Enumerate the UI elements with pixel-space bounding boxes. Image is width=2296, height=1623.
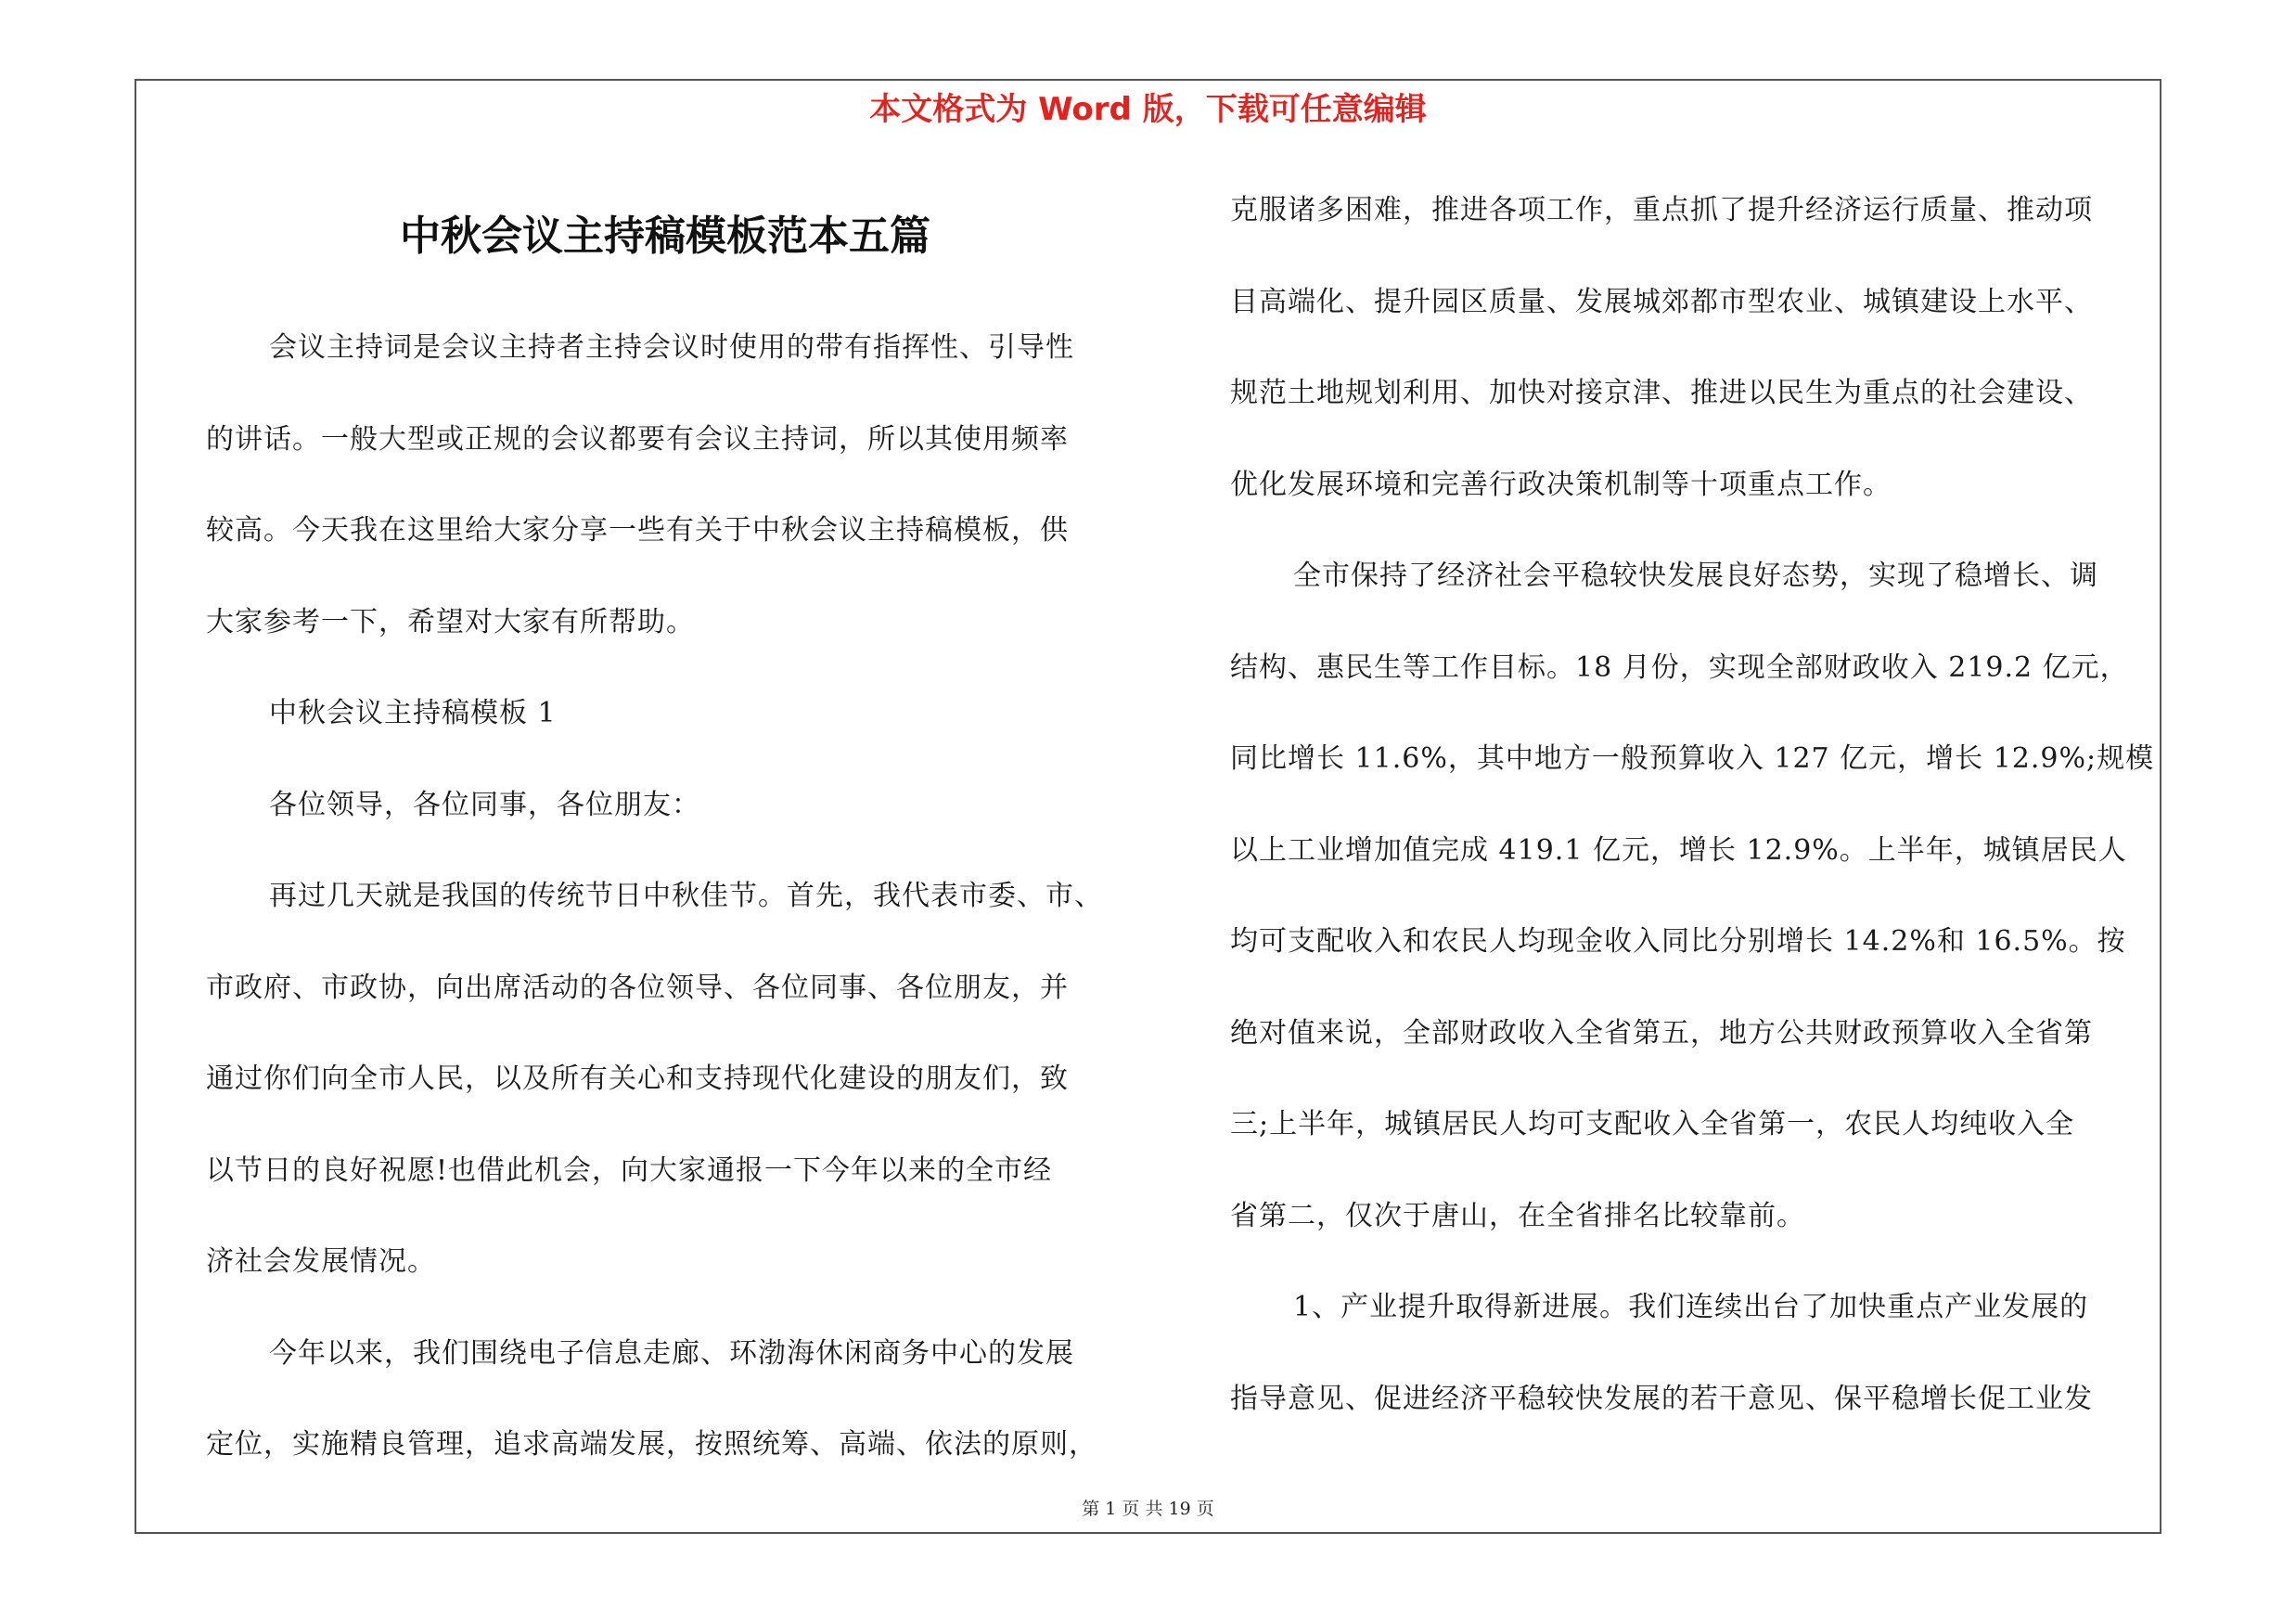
paragraph-line: 全市保持了经济社会平稳较快发展良好态势，实现了稳增长、调 (1293, 560, 2098, 592)
section-heading: 中秋会议主持稿模板 1 (269, 697, 557, 729)
paragraph-line: 济社会发展情况。 (206, 1245, 436, 1278)
paragraph-line: 指导意见、促进经济平稳较快发展的若干意见、保平稳增长促工业发 (1230, 1382, 2093, 1415)
paragraph-line: 会议主持词是会议主持者主持会议时使用的带有指挥性、引导性 (269, 331, 1074, 364)
paragraph-line: 目高端化、提升园区质量、发展城郊都市型农业、城镇建设上水平、 (1230, 285, 2093, 318)
page-number: 第 1 页 共 19 页 (1082, 1499, 1214, 1519)
paragraph-line: 市政府、市政协，向出席活动的各位领导、各位同事、各位朋友，并 (206, 971, 1069, 1004)
paragraph-line: 三;上半年，城镇居民人均可支配收入全省第一，农民人均纯收入全 (1230, 1108, 2075, 1140)
format-banner: 本文格式为 Word 版，下载可任意编辑 (869, 91, 1427, 128)
paragraph-line: 结构、惠民生等工作目标。18 月份，实现全部财政收入 219.2 亿元， (1230, 650, 2129, 684)
paragraph-line: 大家参考一下，希望对大家有所帮助。 (206, 605, 695, 638)
paragraph-line: 1、产业提升取得新进展。我们连续出台了加快重点产业发展的 (1293, 1291, 2089, 1323)
paragraph-line: 均可支配收入和农民人均现金收入同比分别增长 14.2%和 16.5%。按 (1230, 925, 2126, 958)
paragraph-line: 规范土地规划利用、加快对接京津、推进以民生为重点的社会建设、 (1230, 377, 2093, 409)
paragraph-line: 克服诸多困难，推进各项工作，重点抓了提升经济运行质量、推动项 (1230, 194, 2093, 226)
paragraph-line: 通过你们向全市人民，以及所有关心和支持现代化建设的朋友们，致 (206, 1063, 1069, 1095)
paragraph-line: 的讲话。一般大型或正规的会议都要有会议主持词，所以其使用频率 (206, 422, 1069, 456)
paragraph-line: 优化发展环境和完善行政决策机制等十项重点工作。 (1230, 468, 1892, 501)
right-column (1230, 165, 2172, 1445)
document-title: 中秋会议主持稿模板范本五篇 (400, 213, 930, 260)
paragraph-line: 省第二，仅次于唐山，在全省排名比较靠前。 (1230, 1199, 1805, 1232)
salutation-line: 各位领导，各位同事，各位朋友： (269, 788, 700, 821)
paragraph-line: 较高。今天我在这里给大家分享一些有关于中秋会议主持稿模板，供 (206, 514, 1069, 547)
paragraph-line: 再过几天就是我国的传统节日中秋佳节。首先，我代表市委、市、 (269, 880, 1103, 912)
paragraph-line: 今年以来，我们围绕电子信息走廊、环渤海休闲商务中心的发展 (269, 1336, 1074, 1370)
left-column (206, 303, 1138, 1491)
paragraph-line: 绝对值来说，全部财政收入全省第五，地方公共财政预算收入全省第 (1230, 1016, 2093, 1050)
paragraph-line: 以上工业增加值完成 419.1 亿元，增长 12.9%。上半年，城镇居民人 (1230, 833, 2127, 867)
paragraph-line: 定位，实施精良管理，追求高端发展，按照统筹、高端、依法的原则， (206, 1428, 1097, 1461)
paragraph-line: 以节日的良好祝愿!也借此机会，向大家通报一下今年以来的全市经 (206, 1153, 1053, 1187)
paragraph-line: 同比增长 11.6%，其中地方一般预算收入 127 亿元，增长 12.9%;规模 (1230, 742, 2155, 775)
